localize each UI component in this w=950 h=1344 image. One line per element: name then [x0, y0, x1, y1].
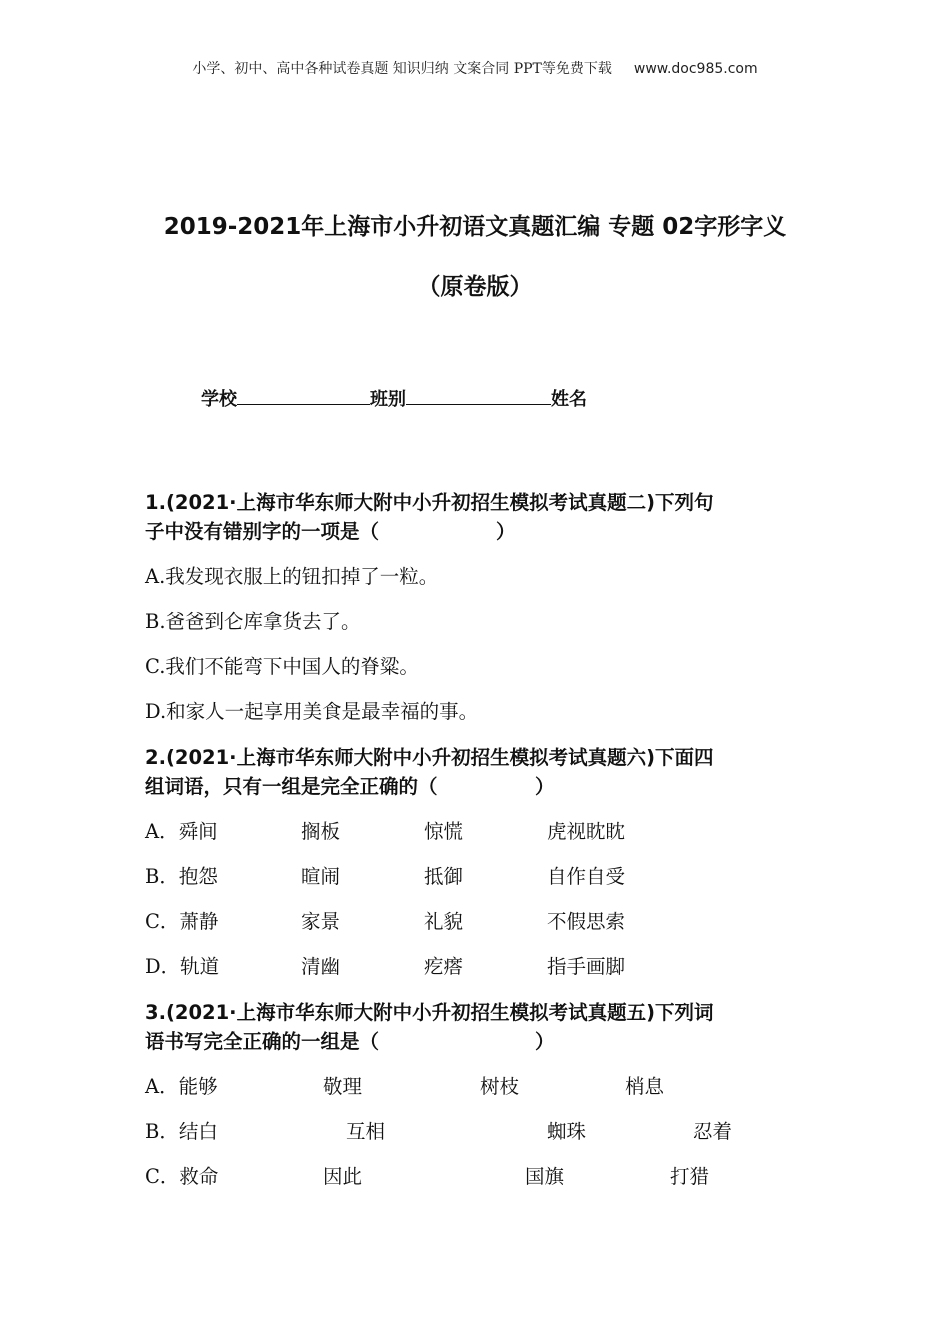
- option-cell: 惊慌: [424, 820, 464, 843]
- option-cell: 虎视眈眈: [547, 820, 626, 843]
- question-stem-line: 1.(2021·上海市华东师大附中小升初招生模拟考试真题二)下列句: [145, 491, 714, 514]
- question-stem-line: 3.(2021·上海市华东师大附中小升初招生模拟考试真题五)下列词: [145, 1001, 714, 1024]
- name-label: 姓名: [551, 389, 587, 410]
- option-cell: 暄闹: [301, 865, 341, 888]
- option-cell: 清幽: [301, 955, 341, 978]
- class-blank: [406, 386, 551, 405]
- option-cell: B．抱怨: [145, 865, 218, 888]
- question-3-stem: [145, 998, 810, 1056]
- option-cell: 疙瘩: [424, 955, 464, 978]
- option-cell: 打猎: [670, 1165, 710, 1188]
- document-subtitle: （原卷版）: [417, 274, 533, 300]
- school-label: 学校: [201, 389, 237, 410]
- document-title: 2019-2021年上海市小升初语文真题汇编 专题 02字形字义: [163, 214, 787, 240]
- school-blank: [237, 386, 370, 405]
- question-1-option-a: A.我发现衣服上的钮扣掉了一粒。: [145, 565, 439, 588]
- option-cell: A．能够: [145, 1075, 218, 1098]
- header-website: www.doc985.com: [633, 61, 758, 77]
- option-cell: 忍着: [693, 1120, 733, 1143]
- option-cell: C．救命: [145, 1165, 219, 1188]
- student-info: [201, 385, 587, 411]
- option-cell: A．舜间: [145, 820, 218, 843]
- question-stem-line: 组词语，只有一组是完全正确的（ ）: [145, 775, 555, 798]
- option-cell: 不假思索: [547, 910, 626, 933]
- option-cell: 蜘珠: [547, 1120, 587, 1143]
- option-cell: 家景: [301, 910, 341, 933]
- question-1-option-c: C.我们不能弯下中国人的脊粱。: [145, 655, 419, 678]
- option-cell: 敬理: [323, 1075, 363, 1098]
- option-cell: D．轨道: [145, 955, 220, 978]
- option-cell: 指手画脚: [547, 955, 626, 978]
- question-2-stem: [145, 743, 810, 801]
- option-cell: B．结白: [145, 1120, 218, 1143]
- header-text: 小学、初中、高中各种试卷真题 知识归纳 文案合同 PPT等免费下载: [192, 61, 612, 77]
- option-cell: 国旗: [525, 1165, 565, 1188]
- question-1-stem: [145, 488, 810, 546]
- option-cell: 自作自受: [547, 865, 626, 888]
- question-1-option-d: D.和家人一起享用美食是最幸福的事。: [145, 700, 479, 723]
- option-cell: 礼貌: [424, 910, 464, 933]
- option-cell: 树枝: [480, 1075, 520, 1098]
- option-cell: 互相: [346, 1120, 386, 1143]
- class-label: 班别: [370, 389, 406, 410]
- option-cell: C．萧静: [145, 910, 219, 933]
- question-stem-line: 2.(2021·上海市华东师大附中小升初招生模拟考试真题六)下面四: [145, 746, 714, 769]
- option-cell: 抵御: [424, 865, 464, 888]
- question-1-option-b: B.爸爸到仑库拿货去了。: [145, 610, 361, 633]
- option-cell: 因此: [323, 1165, 363, 1188]
- question-stem-line: 子中没有错别字的一项是（ ）: [145, 520, 516, 543]
- option-cell: 梢息: [625, 1075, 665, 1098]
- option-cell: 搁板: [301, 820, 341, 843]
- page-header: [0, 58, 950, 78]
- question-stem-line: 语书写完全正确的一组是（ ）: [145, 1030, 555, 1053]
